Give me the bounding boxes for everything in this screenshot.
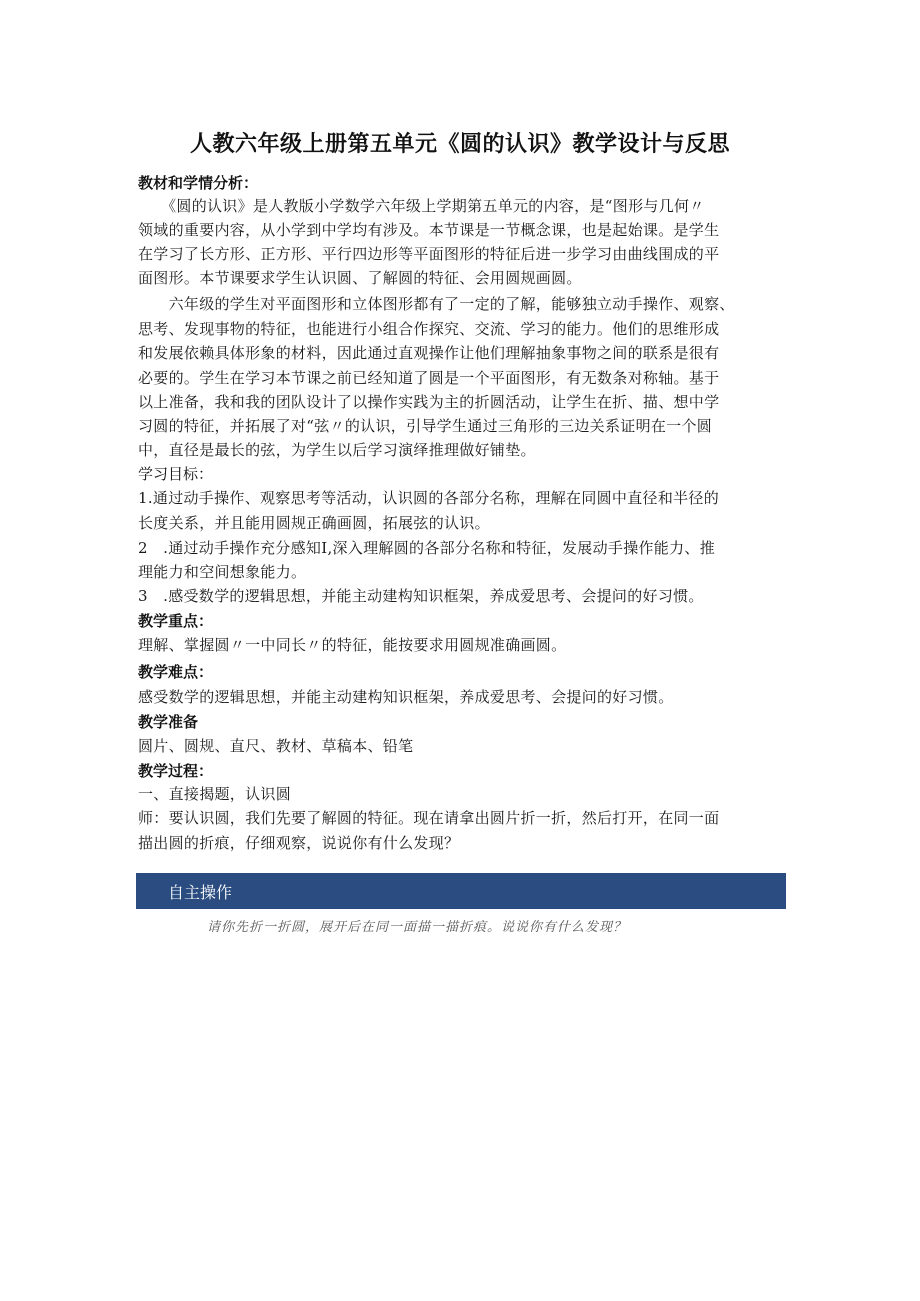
paragraph-line: 和发展依赖具体形象的材料，因此通过直观操作让他们理解抽象事物之间的联系是很有 [138,344,720,362]
paragraph-line: 思考、发现事物的特征，也能进行小组合作探究、交流、学习的能力。他们的思维形成 [138,320,720,338]
paragraph-line: 必要的。学生在学习本节课之前已经知道了圆是一个平面图形，有无数条对称轴。基于 [138,369,720,387]
document-title: 人教六年级上册第五单元《圆的认识》教学设计与反思 [189,132,730,157]
goal-line: 长度关系，并且能用圆规正确画圆，拓展弦的认识。 [138,514,490,532]
goal-line: 2 .通过动手操作充分感知I,深入理解圆的各部分名称和特征，发展动手操作能力、推 [138,539,716,557]
paragraph-line: 习圆的特征，并拓展了对“弦〃的认识，引导学生通过三角形的三边关系证明在一个圆 [138,417,713,435]
activity-note: 请你先折一折圆，展开后在同一面描一描折痕。说说你有什么发现？ [207,920,628,935]
process-line: 师：要认识圆，我们先要了解圆的特征。现在请拿出圆片折一折，然后打开，在同一面 [138,809,720,827]
process-line: 描出圆的折痕，仔细观察，说说你有什么发现？ [138,834,460,852]
prep-heading: 教学准备 [138,713,199,731]
goal-line: 3 .感受数学的逻辑思想，并能主动建构知识框架，养成爱思考、会提问的好习惯。 [138,587,704,605]
process-heading: 教学过程： [138,762,214,780]
difficulty-text: 感受数学的逻辑思想，并能主动建构知识框架，养成爱思考、会提问的好习惯。 [138,688,674,706]
process-step: 一、直接揭题，认识圆 [138,785,292,803]
goal-line: 1.通过动手操作、观察思考等活动，认识圆的各部分名称，理解在同圆中直径和半径的 [138,489,720,507]
paragraph-line: 在学习了长方形、正方形、平行四边形等平面图形的特征后进一步学习由曲线围成的平 [138,245,720,263]
prep-text: 圆片、圆规、直尺、教材、草稿本、铅笔 [138,737,414,755]
paragraph-line: 以上准备，我和我的团队设计了以操作实践为主的折圆活动，让学生在折、描、想中学 [138,393,720,411]
activity-banner [136,873,786,909]
goal-line: 理能力和空间想象能力。 [138,563,307,581]
difficulty-heading: 教学难点： [138,663,214,681]
banner-label: 自主操作 [168,883,233,902]
paragraph-line: 六年级的学生对平面图形和立体图形都有了一定的了解，能够独立动手操作、观察、 [138,295,735,313]
analysis-heading: 教材和学情分析： [138,174,259,192]
paragraph-line: 领域的重要内容，从小学到中学均有涉及。本节课是一节概念课，也是起始课。是学生 [138,221,720,239]
paragraph-line: 面图形。本节课要求学生认识圆、了解圆的特征、会用圆规画圆。 [138,269,582,287]
goals-heading: 学习目标： [138,465,214,483]
focus-text: 理解、掌握圆〃一中同长〃的特征，能按要求用圆规准确画圆。 [138,636,567,654]
paragraph-line: 《圆的认识》是人教版小学数学六年级上学期第五单元的内容，是“图形与几何〃 [138,197,705,215]
paragraph-line: 中，直径是最长的弦，为学生以后学习演绎推理做好铺垫。 [138,441,536,459]
focus-heading: 教学重点： [138,612,214,630]
